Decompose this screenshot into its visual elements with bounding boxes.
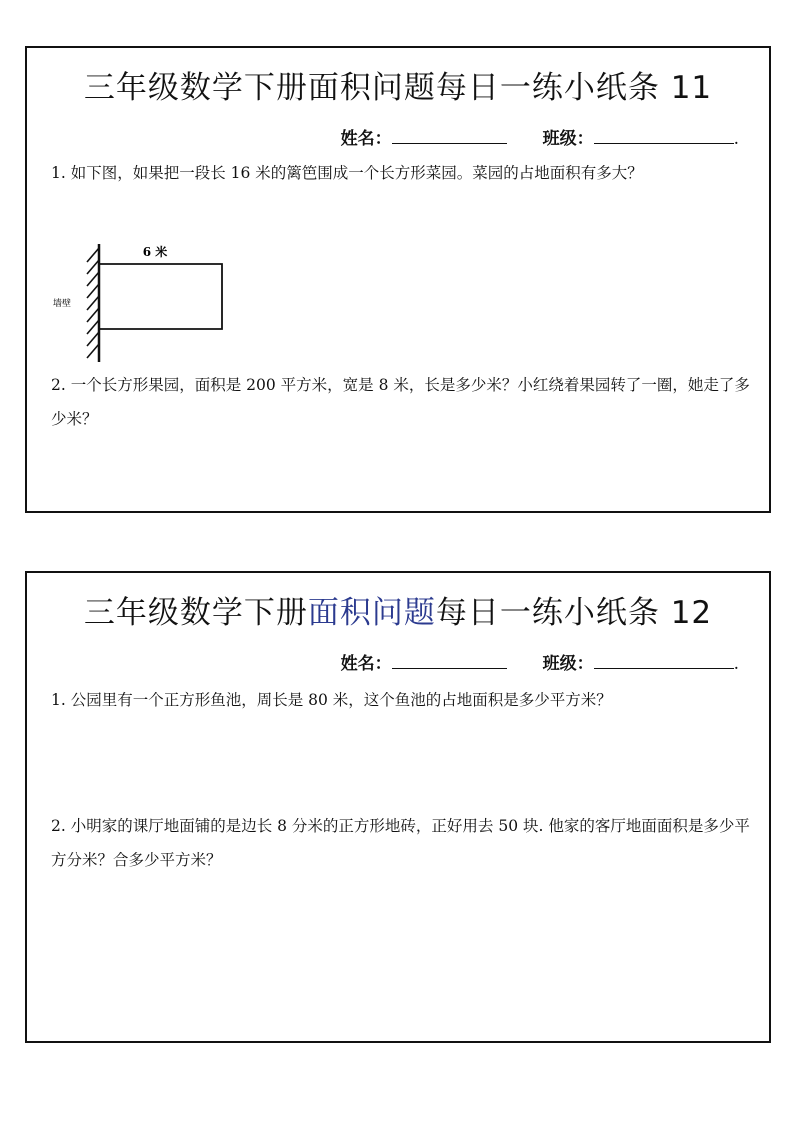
- name-blank[interactable]: [392, 127, 507, 144]
- question-2: 2. 小明家的课厅地面铺的是边长 8 分米的正方形地砖，正好用去 50 块. 他家的客厅地面面积是多少平方分米？合多少平方米？: [51, 817, 750, 869]
- end-mark: .: [733, 654, 739, 674]
- wall-label: 墙壁: [53, 299, 72, 309]
- question-1: 1. 如下图，如果把一段长 16 米的篱笆围成一个长方形菜园。菜园的占地面积有多大？: [51, 164, 643, 182]
- garden-diagram: [49, 236, 229, 366]
- name-label: 姓名：: [340, 654, 392, 674]
- title-suffix: 每日一练小纸条 12: [435, 595, 713, 631]
- card-title: 三年级数学下册面积问题每日一练小纸条 11: [83, 70, 713, 106]
- name-label: 姓名：: [340, 129, 392, 149]
- student-info-line: [341, 649, 739, 674]
- class-label: 班级：: [542, 654, 594, 674]
- question-1: 1. 公园里有一个正方形鱼池，周长是 80 米，这个鱼池的占地面积是多少平方米？: [51, 691, 612, 709]
- title-prefix: 三年级数学下册: [83, 595, 308, 631]
- student-info-line: [341, 124, 739, 149]
- card-title: [27, 587, 769, 632]
- length-label: 6 米: [142, 245, 168, 259]
- class-blank[interactable]: [594, 652, 734, 669]
- fence-rectangle: [99, 264, 222, 329]
- worksheet-card-12: [25, 571, 771, 1043]
- class-blank[interactable]: [594, 127, 734, 144]
- end-mark: .: [733, 129, 739, 149]
- title-highlight: 面积问题: [307, 595, 436, 631]
- wall-hatching: [87, 248, 99, 358]
- question-2: 2. 一个长方形果园，面积是 200 平方米，宽是 8 米，长是多少米？小红绕着果园转了一圈，她走了多少米？: [51, 376, 750, 428]
- name-blank[interactable]: [392, 652, 507, 669]
- class-label: 班级：: [542, 129, 594, 149]
- garden-figure: [49, 236, 229, 366]
- worksheet-card-11: [25, 46, 771, 513]
